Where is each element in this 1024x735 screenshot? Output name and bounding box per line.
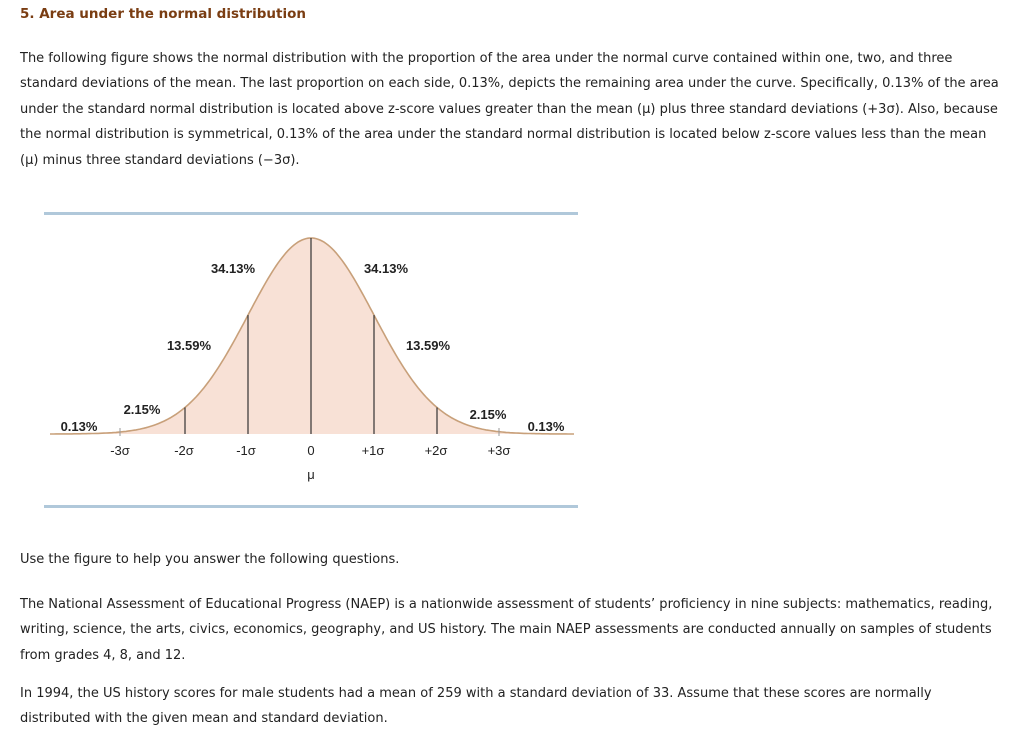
axis-label-plus3: +3σ bbox=[487, 443, 511, 458]
use-figure-paragraph: Use the figure to help you answer the following questions. bbox=[20, 552, 400, 567]
intro-paragraph: The following figure shows the normal distribution with the proportion of the area under the normal curve contained within one, two, and three standard deviations of the mean. The last proportion on each side, 0.13%, depicts the remaining area under the curve. Specifically, 0.13% of the area under the standard normal distribution is located above z-score values greater than the mean (μ) plus three standard deviations (+3σ). Also, because the normal distribution is symmetrical, 0.13% of the area under the standard normal distribution is located below z-score values less than the mean (μ) minus three standard deviations (−3σ). bbox=[20, 51, 999, 168]
axis-label-mu: μ bbox=[307, 467, 315, 482]
label-right-2: 13.59% bbox=[405, 338, 451, 353]
label-right-tail: 0.13% bbox=[527, 419, 565, 434]
label-left-1: 34.13% bbox=[210, 261, 256, 276]
axis-label-minus2: -2σ bbox=[174, 443, 194, 458]
scores-paragraph: In 1994, the US history scores for male students had a mean of 259 with a standard deviation of 33. Assume that these scores are normally distributed with the given mean and standard deviation. bbox=[20, 686, 932, 727]
figure-top-rule bbox=[44, 212, 578, 215]
axis-label-zero: 0 bbox=[307, 443, 315, 458]
label-left-tail: 0.13% bbox=[60, 419, 98, 434]
figure-bottom-rule bbox=[44, 505, 578, 508]
normal-distribution-figure bbox=[44, 210, 578, 512]
page-title: 5. Area under the normal distribution bbox=[20, 6, 306, 22]
naep-paragraph: The National Assessment of Educational Progress (NAEP) is a nationwide assessment of students’ proficiency in nine subjects: mathematics, reading, writing, science, the arts, civics, economics, geography, and US history. The main NAEP assessments are conducted annually on samples of students from grades 4, 8, and 12. bbox=[20, 597, 993, 663]
label-right-3: 2.15% bbox=[469, 407, 507, 422]
axis-label-plus1: +1σ bbox=[361, 443, 385, 458]
label-left-3: 2.15% bbox=[123, 402, 161, 417]
axis-label-minus1: -1σ bbox=[236, 443, 256, 458]
axis-label-plus2: +2σ bbox=[424, 443, 448, 458]
label-right-1: 34.13% bbox=[363, 261, 409, 276]
label-left-2: 13.59% bbox=[166, 338, 212, 353]
normal-curve-svg bbox=[44, 210, 578, 512]
axis-label-minus3: -3σ bbox=[110, 443, 130, 458]
